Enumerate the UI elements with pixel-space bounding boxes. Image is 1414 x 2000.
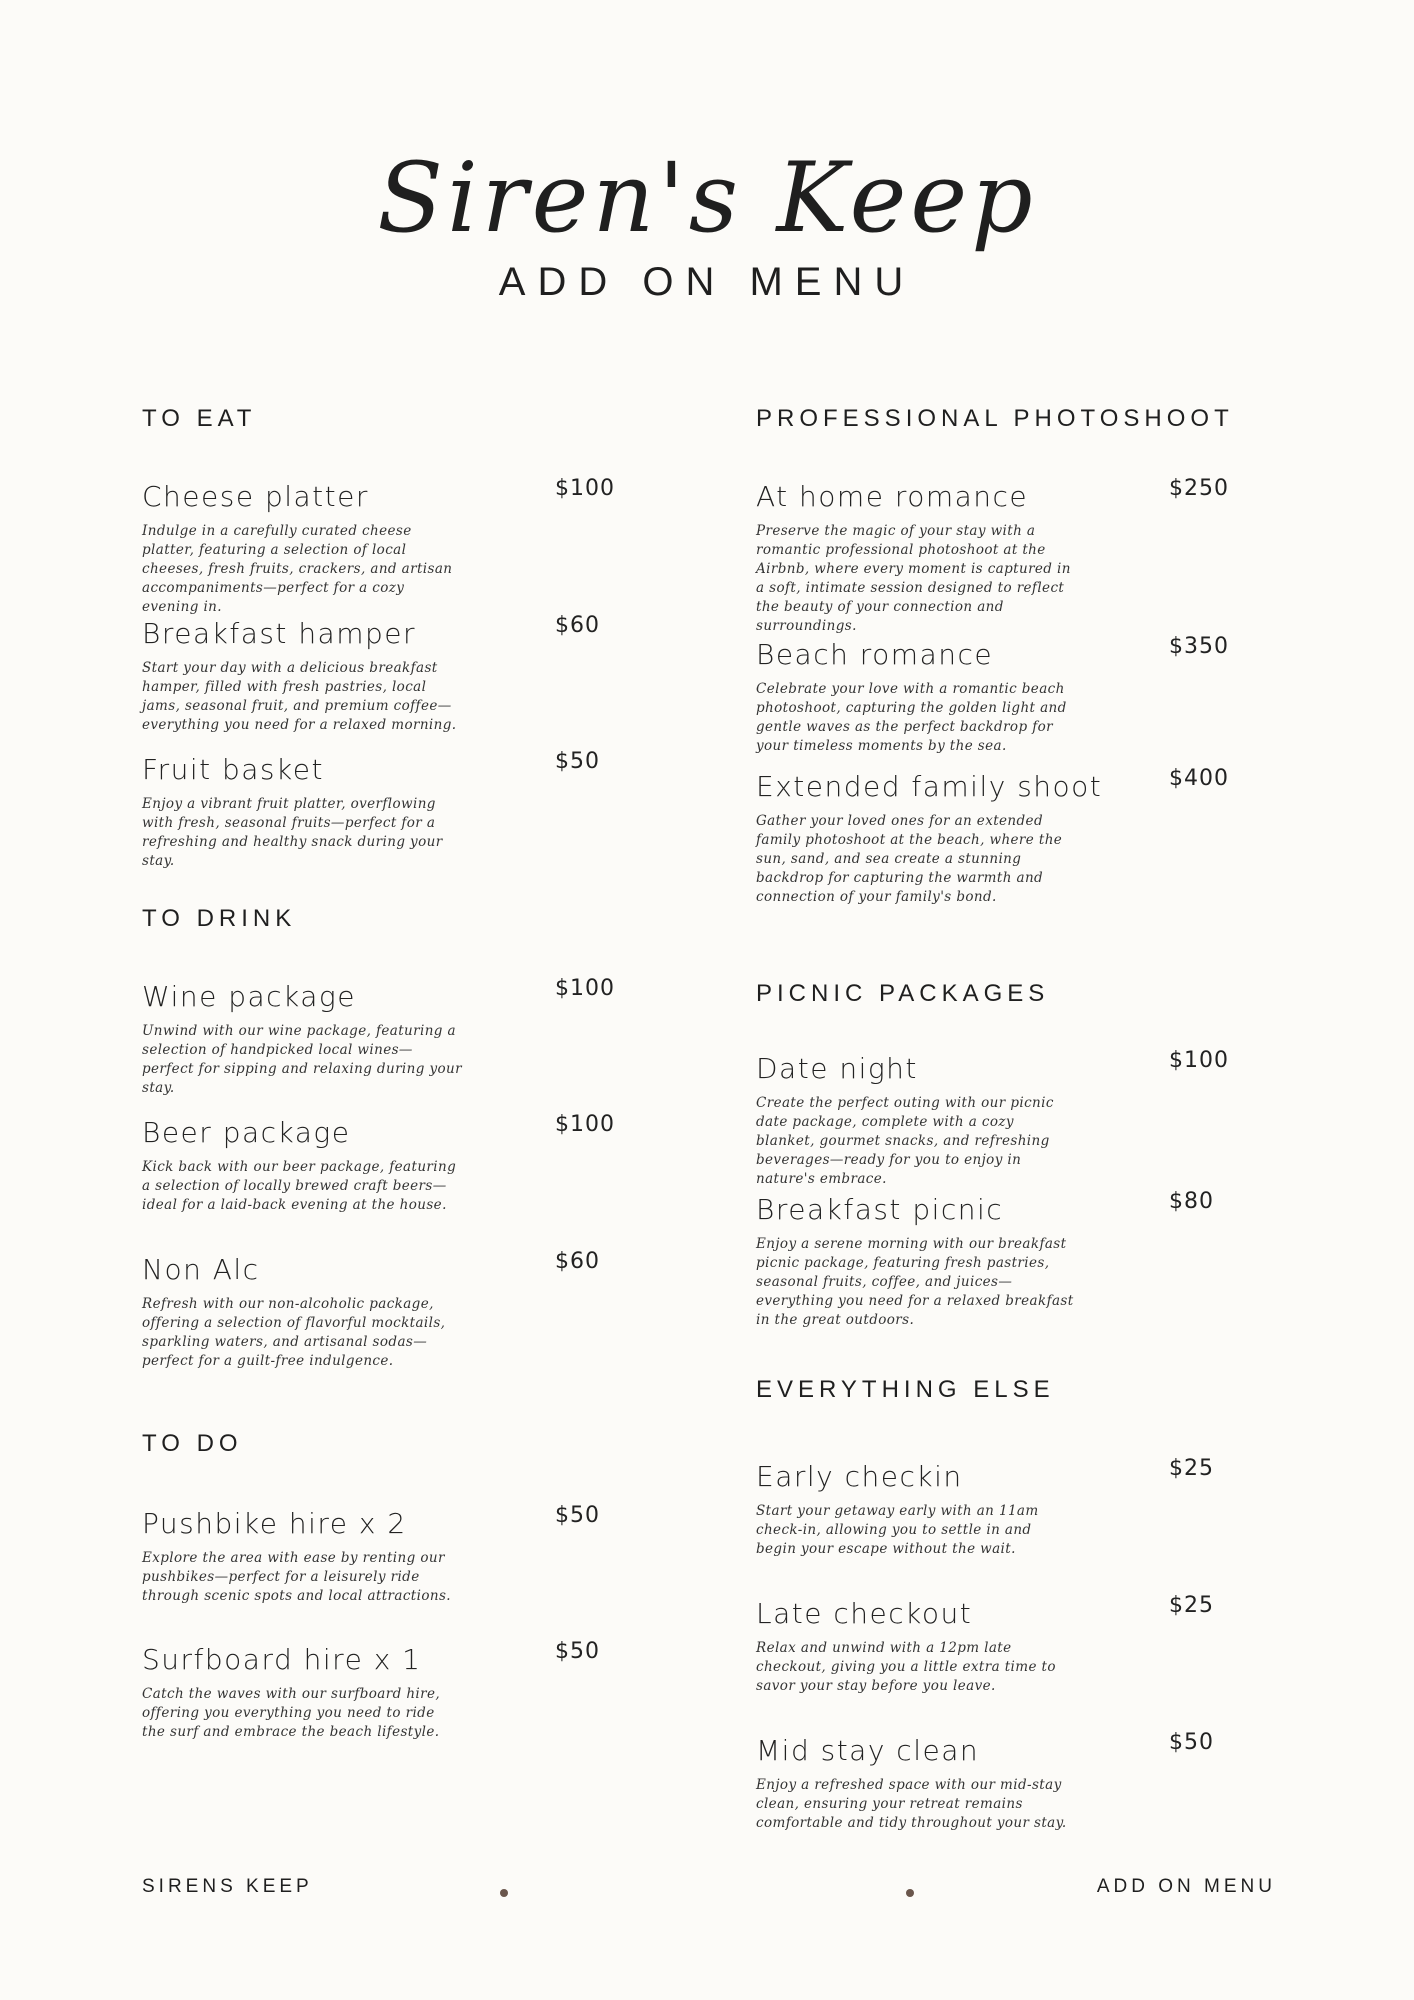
section-title-professional-photoshoot: PROFESSIONAL PHOTOSHOOT — [756, 405, 1234, 432]
item-price: $50 — [555, 1503, 600, 1528]
item-description: Create the perfect outing with our picnic date package, complete with a cozy blanket, gourmet snacks, and refreshing beverages—ready for you to enjoy in nature's embrace. — [756, 1095, 1054, 1187]
item-price: $350 — [1169, 634, 1229, 659]
item-name: Breakfast hamper — [142, 617, 417, 650]
item-name: Surfboard hire x 1 — [142, 1643, 422, 1676]
menu-item-pushbike-hire — [142, 1503, 602, 1606]
item-price: $400 — [1169, 766, 1229, 791]
item-price: $60 — [555, 613, 600, 638]
menu-item-mid-stay-clean — [756, 1730, 1216, 1833]
item-price: $100 — [555, 1112, 615, 1137]
item-name: Extended family shoot — [756, 770, 1103, 803]
item-description: Kick back with our beer package, featuring a selection of locally brewed craft beers—ideal for a laid-back evening at the house. — [142, 1159, 457, 1213]
page-subtitle: ADD ON MENU — [498, 260, 916, 304]
item-price: $25 — [1169, 1456, 1214, 1481]
menu-item-surfboard-hire — [142, 1639, 602, 1742]
item-name: Late checkout — [756, 1597, 973, 1630]
item-description: Refresh with our non-alcoholic package, offering a selection of flavorful mocktails, sparkling waters, and artisanal sodas—perfect for a guilt-free indulgence. — [142, 1296, 446, 1369]
menu-item-beer-package — [142, 1112, 615, 1215]
menu-item-wine-package — [142, 976, 615, 1098]
item-name: Breakfast picnic — [756, 1193, 1004, 1226]
menu-item-breakfast-hamper — [142, 613, 602, 735]
item-name: Date night — [756, 1052, 918, 1085]
item-name: Cheese platter — [142, 480, 369, 513]
section-title-to-eat: TO EAT — [142, 405, 257, 432]
item-description: Enjoy a serene morning with our breakfast picnic package, featuring fresh pastries, seasonal fruits, coffee, and juices—everything you need for a relaxed breakfast in the great outdoors. — [756, 1236, 1074, 1328]
item-name: Mid stay clean — [756, 1734, 980, 1767]
item-name: Pushbike hire x 2 — [142, 1507, 407, 1540]
item-description: Catch the waves with our surfboard hire, offering you everything you need to ride the surf and embrace the beach lifestyle. — [142, 1686, 441, 1740]
section-title-to-drink: TO DRINK — [142, 905, 297, 932]
item-price: $100 — [555, 476, 615, 501]
item-description: Enjoy a refreshed space with our mid-stay clean, ensuring your retreat remains comfortable and tidy throughout your stay. — [756, 1777, 1067, 1831]
menu-item-non-alc — [142, 1249, 602, 1371]
menu-item-at-home-romance — [756, 476, 1229, 636]
section-title-picnic-packages: PICNIC PACKAGES — [756, 980, 1050, 1007]
item-name: Wine package — [142, 980, 356, 1013]
item-price: $100 — [1169, 1048, 1229, 1073]
item-name: Fruit basket — [142, 753, 324, 786]
item-name: Beer package — [142, 1116, 351, 1149]
item-description: Celebrate your love with a romantic beach photoshoot, capturing the golden light and gentle waves as the perfect backdrop for your timeless moments by the sea. — [756, 681, 1067, 754]
menu-item-date-night — [756, 1048, 1229, 1189]
footer-brand: SIRENS KEEP — [142, 1876, 313, 1897]
section-title-everything-else: EVERYTHING ELSE — [756, 1376, 1055, 1403]
item-description: Start your getaway early with an 11am check-in, allowing you to settle in and begin your escape without the wait. — [756, 1503, 1039, 1557]
menu-item-extended-family-shoot — [756, 766, 1229, 907]
menu-item-cheese-platter — [142, 476, 615, 617]
item-name: Non Alc — [142, 1253, 260, 1286]
item-price: $80 — [1169, 1189, 1214, 1214]
section-title-to-do: TO DO — [142, 1430, 243, 1457]
item-description: Unwind with our wine package, featuring a selection of handpicked local wines—perfect for sipping and relaxing during your stay. — [142, 1023, 462, 1096]
item-description: Explore the area with ease by renting our pushbikes—perfect for a leisurely ride through scenic spots and local attractions. — [142, 1550, 451, 1604]
item-description: Indulge in a carefully curated cheese platter, featuring a selection of local cheeses, fresh fruits, crackers, and artisan accompaniments—perfect for a cozy evening in. — [142, 523, 453, 615]
item-name: At home romance — [756, 480, 1029, 513]
menu-item-fruit-basket — [142, 749, 602, 871]
item-description: Preserve the magic of your stay with a romantic professional photoshoot at the Airbnb, where every moment is captured in a soft, intimate session designed to reflect the beauty of your connection and surroundings. — [756, 523, 1071, 634]
footer-menu-label: ADD ON MENU — [1096, 1876, 1276, 1897]
footer-dot-right — [906, 1889, 914, 1897]
item-price: $50 — [555, 749, 600, 774]
menu-item-beach-romance — [756, 634, 1229, 756]
item-price: $25 — [1169, 1593, 1214, 1618]
item-price: $60 — [555, 1249, 600, 1274]
menu-item-early-checkin — [756, 1456, 1216, 1559]
item-description: Gather your loved ones for an extended family photoshoot at the beach, where the sun, sand, and sea create a stunning backdrop for capturing the warmth and connection of your family's bond. — [756, 813, 1063, 905]
menu-item-breakfast-picnic — [756, 1189, 1216, 1330]
footer-dot-left — [500, 1889, 508, 1897]
item-description: Enjoy a vibrant fruit platter, overflowing with fresh, seasonal fruits—perfect for a refreshing and healthy snack during your stay. — [142, 796, 443, 869]
item-name: Beach romance — [756, 638, 994, 671]
item-price: $250 — [1169, 476, 1229, 501]
brand-title: Siren's Keep — [377, 142, 1037, 254]
item-price: $50 — [1169, 1730, 1214, 1755]
item-price: $100 — [555, 976, 615, 1001]
item-price: $50 — [555, 1639, 600, 1664]
item-description: Relax and unwind with a 12pm late checkout, giving you a little extra time to savor your stay before you leave. — [756, 1640, 1056, 1694]
item-name: Early checkin — [756, 1460, 963, 1493]
item-description: Start your day with a delicious breakfast hamper, filled with fresh pastries, local jams, seasonal fruit, and premium coffee—everything you need for a relaxed morning. — [142, 660, 457, 733]
menu-item-late-checkout — [756, 1593, 1216, 1696]
